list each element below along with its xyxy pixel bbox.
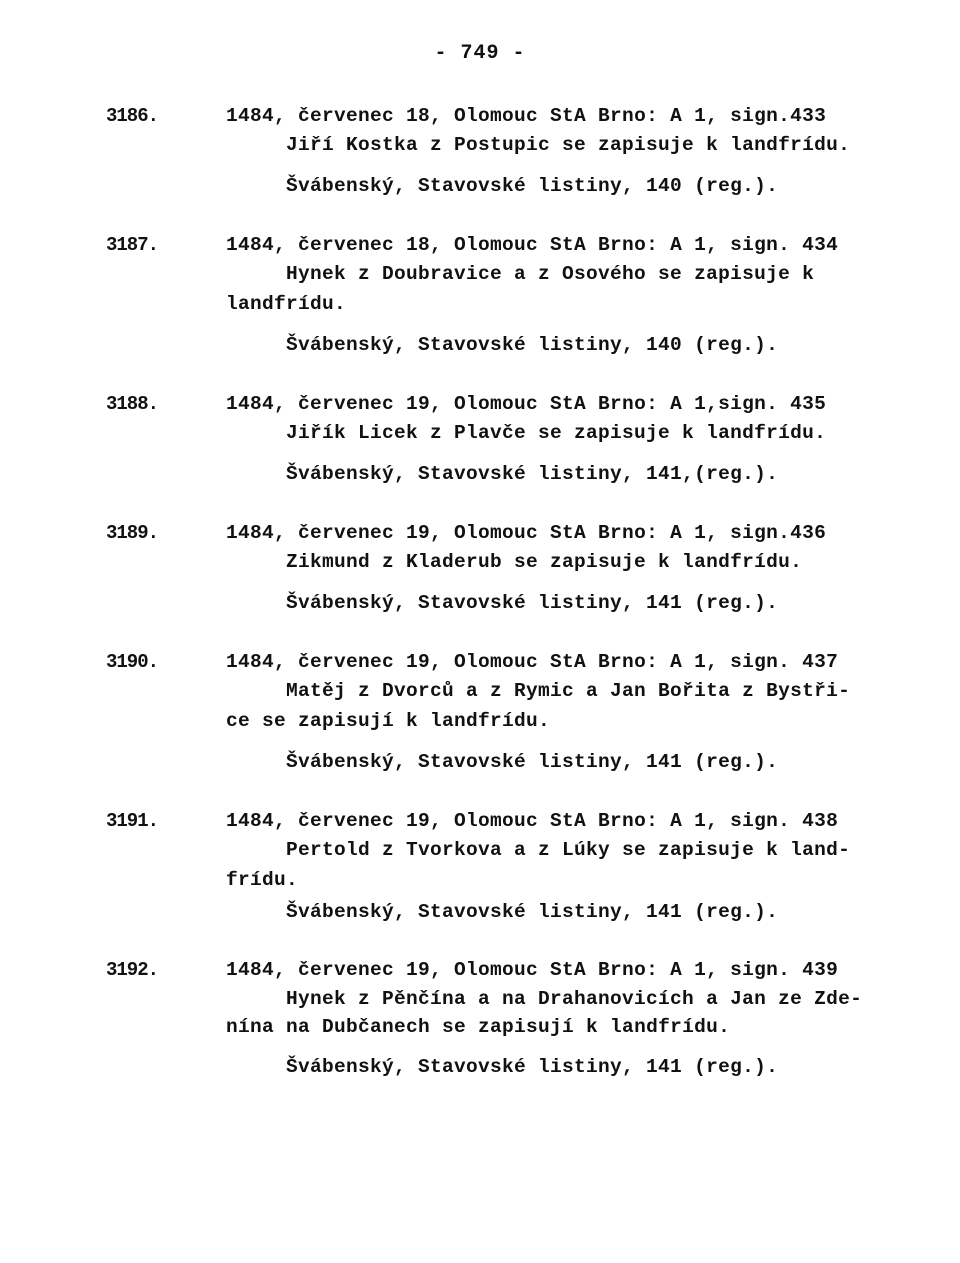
entry-number: 3186. bbox=[106, 105, 159, 127]
entry-source: Švábenský, Stavovské listiny, 141 (reg.). bbox=[286, 1056, 779, 1078]
entry-text-line: frídu. bbox=[226, 869, 299, 891]
entry-number: 3187. bbox=[106, 234, 159, 256]
entry-header: 1484, červenec 19, Olomouc StA Brno: A 1, sign. 437 bbox=[226, 651, 839, 673]
entry-source: Švábenský, Stavovské listiny, 141 (reg.). bbox=[286, 901, 779, 923]
entry-text-line: Pertold z Tvorkova a z Lúky se zapisuje k land- bbox=[286, 839, 851, 861]
entry-header: 1484, červenec 19, Olomouc StA Brno: A 1, sign.436 bbox=[226, 522, 827, 544]
entry-source: Švábenský, Stavovské listiny, 141 (reg.). bbox=[286, 751, 779, 773]
entry-number: 3191. bbox=[106, 810, 159, 832]
entry-header: 1484, červenec 18, Olomouc StA Brno: A 1, sign.433 bbox=[226, 105, 827, 127]
entry-number: 3188. bbox=[106, 393, 159, 415]
entry-text-line: Zikmund z Kladerub se zapisuje k landfrídu. bbox=[286, 551, 803, 573]
entry-text-line: Hynek z Pěnčína a na Drahanovicích a Jan ze Zde- bbox=[286, 988, 863, 1010]
entry-text-line: Hynek z Doubravice a z Osového se zapisuje k bbox=[286, 263, 815, 285]
entry-text-line: Jiřík Licek z Plavče se zapisuje k landfrídu. bbox=[286, 422, 827, 444]
entry-text-line: Jiří Kostka z Postupic se zapisuje k landfrídu. bbox=[286, 134, 851, 156]
entry-text-line: landfrídu. bbox=[226, 293, 347, 315]
entry-text-line: Matěj z Dvorců a z Rymic a Jan Bořita z Bystři- bbox=[286, 680, 851, 702]
entry-text-line: ce se zapisují k landfrídu. bbox=[226, 710, 551, 732]
entry-header: 1484, červenec 19, Olomouc StA Brno: A 1, sign. 439 bbox=[226, 959, 839, 981]
entry-header: 1484, červenec 18, Olomouc StA Brno: A 1, sign. 434 bbox=[226, 234, 839, 256]
entry-source: Švábenský, Stavovské listiny, 141 (reg.). bbox=[286, 592, 779, 614]
page-number: - 749 - bbox=[434, 42, 526, 65]
entry-header: 1484, červenec 19, Olomouc StA Brno: A 1, sign. 438 bbox=[226, 810, 839, 832]
entry-number: 3192. bbox=[106, 959, 159, 981]
entry-number: 3190. bbox=[106, 651, 159, 673]
entry-text-line: nína na Dubčanech se zapisují k landfrídu. bbox=[226, 1016, 731, 1038]
entry-source: Švábenský, Stavovské listiny, 141,(reg.). bbox=[286, 463, 779, 485]
entry-header: 1484, červenec 19, Olomouc StA Brno: A 1,sign. 435 bbox=[226, 393, 827, 415]
entry-source: Švábenský, Stavovské listiny, 140 (reg.). bbox=[286, 334, 779, 356]
entry-source: Švábenský, Stavovské listiny, 140 (reg.). bbox=[286, 175, 779, 197]
entry-number: 3189. bbox=[106, 522, 159, 544]
